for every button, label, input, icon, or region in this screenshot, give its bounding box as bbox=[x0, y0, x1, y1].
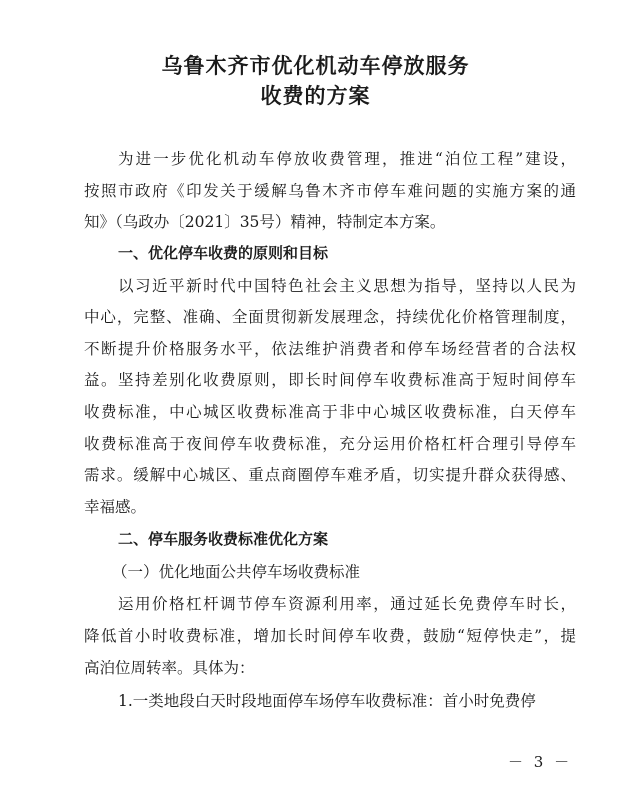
section-2-paragraph-line: 运用价格杠杆调节停车资源利用率，通过延长免费停车时长， bbox=[118, 595, 576, 613]
section-2-item-1-line: 1.一类地段白天时段地面停车场停车收费标准：首小时免费停 bbox=[118, 692, 536, 710]
section-2-subheading-1: （一）优化地面公共停车场收费标准 bbox=[112, 563, 361, 581]
section-2-paragraph-line: 高泊位周转率。具体为： bbox=[84, 659, 255, 677]
intro-paragraph-line: 为进一步优化机动车停放收费管理，推进“泊位工程”建设， bbox=[118, 150, 576, 168]
intro-paragraph-line: 按照市政府《印发关于缓解乌鲁木齐市停车难问题的实施方案的通 bbox=[84, 182, 576, 200]
section-1-paragraph-line: 需求。缓解中心城区、重点商圈停车难矛盾，切实提升群众获得感、 bbox=[84, 466, 576, 484]
section-1-paragraph-line: 收费标准，中心城区收费标准高于非中心城区收费标准，白天停车 bbox=[84, 403, 576, 421]
section-1-paragraph-line: 以习近平新时代中国特色社会主义思想为指导，坚持以人民为 bbox=[118, 277, 576, 295]
section-1-heading: 一、优化停车收费的原则和目标 bbox=[118, 244, 329, 262]
document-title-line-2: 收费的方案 bbox=[260, 84, 371, 108]
section-1-paragraph-line: 收费标准高于夜间停车收费标准，充分运用价格杠杆合理引导停车 bbox=[84, 435, 576, 453]
document-title-line-1: 乌鲁木齐市优化机动车停放服务 bbox=[161, 54, 470, 78]
page-number: － 3 － bbox=[508, 753, 573, 771]
section-2-paragraph-line: 降低首小时收费标准，增加长时间停车收费，鼓励“短停快走”，提 bbox=[84, 627, 576, 645]
section-1-paragraph-line: 幸福感。 bbox=[84, 498, 147, 516]
section-2-heading: 二、停车服务收费标准优化方案 bbox=[118, 530, 329, 548]
intro-paragraph-line: 知》（乌政办〔2021〕35号）精神，特制定本方案。 bbox=[84, 213, 446, 231]
section-1-paragraph-line: 益。坚持差别化收费原则，即长时间停车收费标准高于短时间停车 bbox=[84, 371, 576, 389]
section-1-paragraph-line: 中心，完整、准确、全面贯彻新发展理念，持续优化价格管理制度， bbox=[84, 308, 576, 326]
section-1-paragraph-line: 不断提升价格服务水平，依法维护消费者和停车场经营者的合法权 bbox=[84, 340, 576, 358]
